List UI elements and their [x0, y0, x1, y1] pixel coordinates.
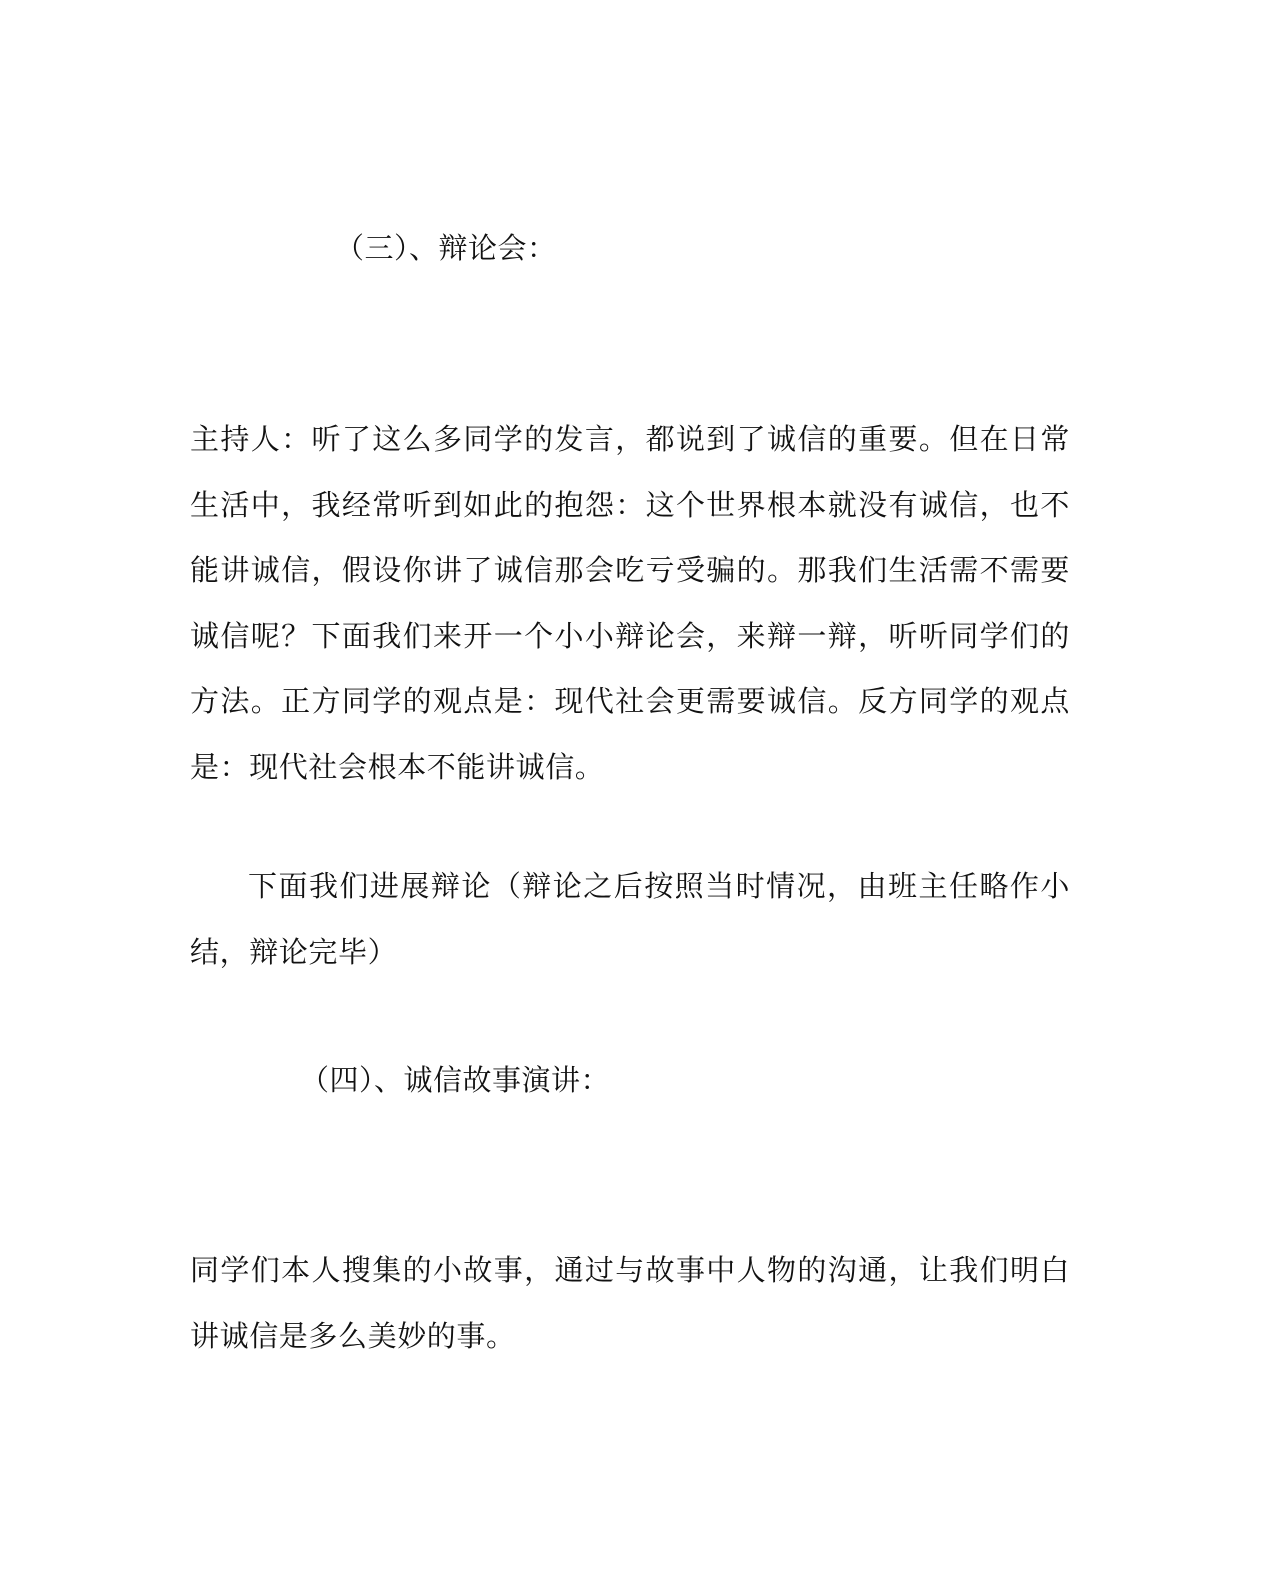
paragraph-debate-procedure: 下面我们进展辩论（辩论之后按照当时情况，由班主任略作小结，辩论完毕）	[190, 869, 1070, 969]
paragraph-host-intro: 主持人：听了这么多同学的发言，都说到了诚信的重要。但在日常生活中，我经常听到如此的抱怨：这个世界根本就没有诚信，也不能讲诚信，假设你讲了诚信那会吃亏受骗的。那我们生活需不需要诚信呢？下面我们来开一个小小辩论会，来辩一辩，听听同学们的方法。正方同学的观点是：现代社会更需要诚信。反方同学的观点是：现代社会根本不能讲诚信。	[190, 422, 1070, 784]
section-heading-debate: （三）、辩论会：	[335, 231, 557, 265]
paragraph-story: 同学们本人搜集的小故事，通过与故事中人物的沟通，让我们明白讲诚信是多么美妙的事。	[190, 1253, 1070, 1353]
section-heading-story: （四）、诚信故事演讲：	[300, 1063, 611, 1097]
